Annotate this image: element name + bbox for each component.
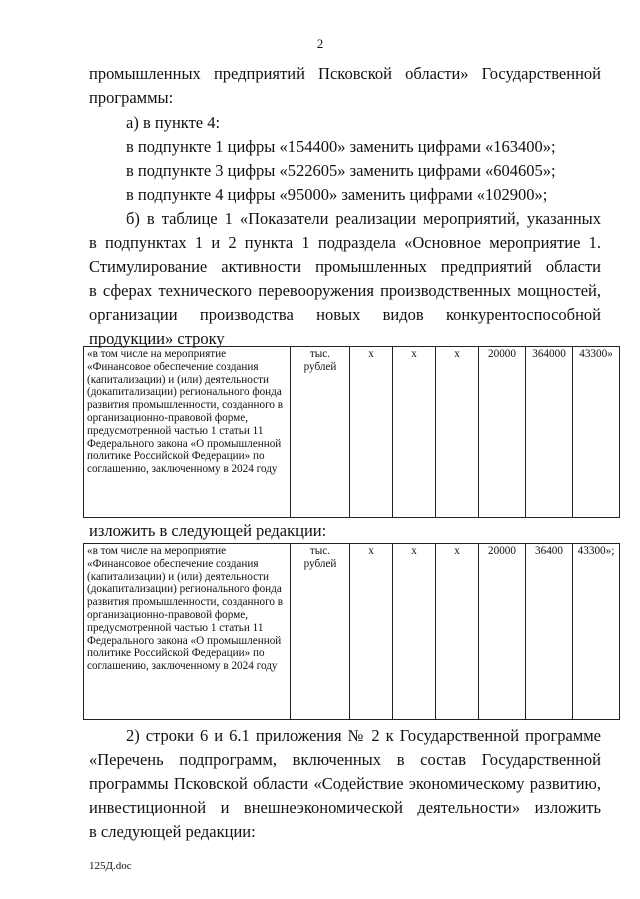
item-a: а) в пункте 4:	[126, 113, 221, 132]
table-new-col-1: x	[350, 544, 393, 720]
table-old-col-1: x	[350, 347, 393, 518]
table-new-row	[83, 543, 620, 720]
table-old-description: «в том числе на мероприятие «Финансовое обеспечение создания (капитализации) и (или) деятельности (докапитализации) регионального фонда развития промышленности, созданного в организационно-правовой форме, предусмотренной частью 1 статьи 11 Федерального закона «О промышленной политике Российской Федерации» по соглашению, заключенному в 2024 году	[84, 347, 291, 518]
table-new-value-1: 20000	[479, 544, 526, 720]
table-new-value-2: 36400	[526, 544, 573, 720]
intro-line-1: промышленных предприятий Псковской области» Государственной	[89, 64, 601, 83]
table-new-value-3: 43300»;	[573, 544, 620, 720]
table-new-unit: тыс. рублей	[291, 544, 350, 720]
page-number: 2	[316, 36, 324, 51]
table-old-value-1: 20000	[479, 347, 526, 518]
para-2-line-2: «Перечень подпрограмм, включенных в состав Государственной	[89, 750, 601, 769]
para-2-line-4: инвестиционной и внешнеэкономической деятельности» изложить	[89, 798, 601, 817]
para-b-line-3: Стимулирование активности промышленных предприятий области	[89, 257, 601, 276]
item-subpoint-4: в подпункте 4 цифры «95000» заменить цифрами «102900»;	[126, 185, 548, 204]
table-row	[84, 347, 620, 518]
table-old-value-3: 43300»	[573, 347, 620, 518]
footer-filename: 125Д.doc	[89, 860, 132, 872]
table-old-col-3: x	[436, 347, 479, 518]
item-subpoint-1: в подпункте 1 цифры «154400» заменить цифрами «163400»;	[126, 137, 556, 156]
table-row	[84, 544, 620, 720]
para-2-line-3: программы Псковской области «Содействие экономическому развитию,	[89, 774, 601, 793]
intro-line-2: программы:	[89, 88, 174, 107]
table-old-col-2: x	[393, 347, 436, 518]
para-b-line-5: организации производства новых видов конкурентоспособной	[89, 305, 601, 324]
table-old-row	[83, 346, 620, 518]
para-2-line-1: 2) строки 6 и 6.1 приложения № 2 к Государственной программе	[126, 726, 601, 745]
table-old-unit: тыс. рублей	[291, 347, 350, 518]
para-b-line-1: б) в таблице 1 «Показатели реализации мероприятий, указанных	[126, 209, 601, 228]
item-subpoint-3: в подпункте 3 цифры «522605» заменить цифрами «604605»;	[126, 161, 556, 180]
table-new-col-2: x	[393, 544, 436, 720]
table-old-value-2: 364000	[526, 347, 573, 518]
table-new-description: «в том числе на мероприятие «Финансовое обеспечение создания (капитализации) и (или) деятельности (докапитализации) регионального фонда развития промышленности, созданного в организационно-правовой форме, предусмотренной частью 1 статьи 11 Федерального закона «О промышленной политике Российской Федерации» по соглашению, заключенному в 2024 году	[84, 544, 291, 720]
table-new-col-3: x	[436, 544, 479, 720]
para-b-line-4: в сферах технического перевооружения производственных мощностей,	[89, 281, 601, 300]
para-2-line-5: в следующей редакции:	[89, 822, 256, 841]
para-b-line-6: продукции» строку	[89, 329, 225, 348]
replace-phrase: изложить в следующей редакции:	[89, 521, 327, 540]
para-b-line-2: в подпунктах 1 и 2 пункта 1 подраздела «Основное мероприятие 1.	[89, 233, 601, 252]
